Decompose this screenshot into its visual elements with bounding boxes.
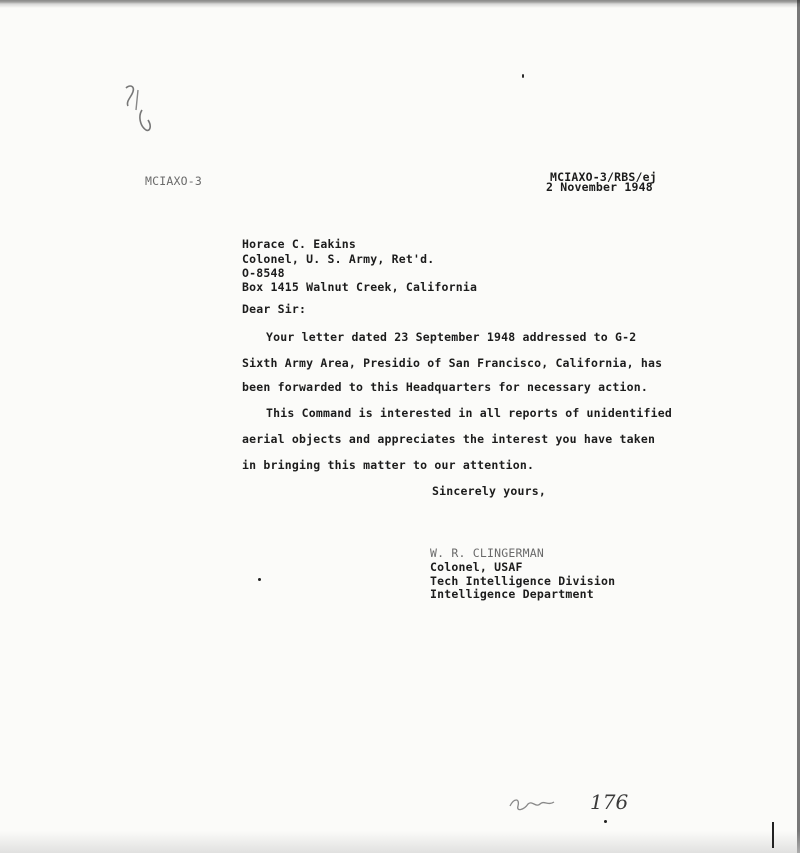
scan-top-edge <box>0 0 800 8</box>
recipient-serial: O-8548 <box>242 266 285 280</box>
recipient-address: Box 1415 Walnut Creek, California <box>242 280 478 294</box>
letter-date: 2 November 1948 <box>546 180 653 194</box>
closing: Sincerely yours, <box>432 484 546 498</box>
recipient-rank: Colonel, U. S. Army, Ret'd. <box>242 252 435 266</box>
paragraph2-line2: aerial objects and appreciates the interest you have taken <box>242 432 656 446</box>
signature-name: W. R. CLINGERMAN <box>430 546 544 560</box>
salutation: Dear Sir: <box>242 302 307 316</box>
paragraph2-line1: This Command is interested in all reports of unidentified <box>266 406 673 420</box>
file-reference-right: MCIAXO-3/RBS/ej <box>550 170 657 184</box>
paragraph1-line3: been forwarded to this Headquarters for necessary action. <box>242 380 649 394</box>
handwritten-margin-mark <box>118 80 158 140</box>
stray-tick-mark <box>522 74 524 78</box>
stray-dot-mark <box>258 578 261 581</box>
signature-division: Tech Intelligence Division <box>430 574 616 588</box>
paragraph1-line1: Your letter dated 23 September 1948 addressed to G-2 <box>266 330 637 344</box>
scan-artifact-line <box>772 822 774 848</box>
paragraph1-line2: Sixth Army Area, Presidio of San Francisco, California, has <box>242 356 663 370</box>
stray-dot-mark-bottom <box>604 820 607 823</box>
scan-bottom-edge <box>0 831 800 853</box>
handwritten-scribble <box>506 792 566 816</box>
file-reference-left: MCIAXO-3 <box>145 174 202 188</box>
handwritten-page-number: 176 <box>590 790 629 814</box>
paragraph2-line3: in bringing this matter to our attention. <box>242 458 535 472</box>
recipient-name: Horace C. Eakins <box>242 237 356 251</box>
signature-rank: Colonel, USAF <box>430 560 523 574</box>
signature-department: Intelligence Department <box>430 587 594 601</box>
